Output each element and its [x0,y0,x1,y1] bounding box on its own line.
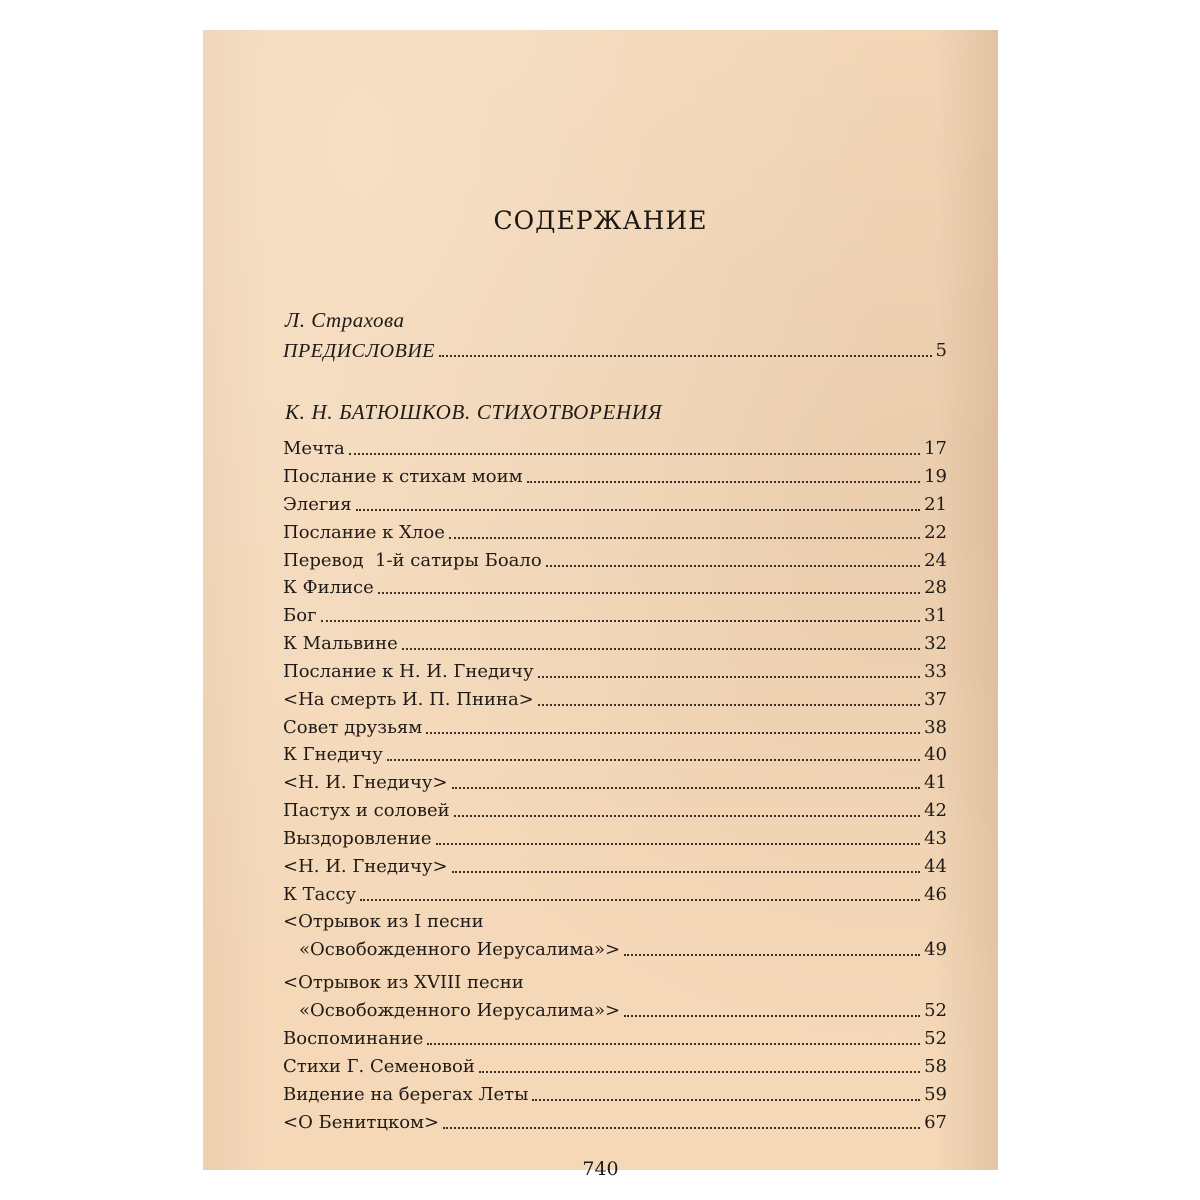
toc-entry [283,518,947,544]
toc-entry-title: Воспоминание [283,1028,424,1049]
toc-entry-page: 24 [924,550,947,571]
toc-entry-title: К Гнедичу [283,744,383,765]
leader-dots [538,675,921,678]
toc-entry-page: 21 [924,494,947,515]
leader-dots [427,1042,920,1045]
toc-entry-title-continued: «Освобожденного Иерусалима»> [299,939,621,960]
leader-dots [532,1098,920,1101]
toc-entry-title: <О Бенитцком> [283,1112,440,1133]
toc-entry-page: 17 [924,438,947,459]
toc-entry [283,462,947,488]
toc-entry-title: Пастух и соловей [283,800,450,821]
toc-entry-page: 22 [924,522,947,543]
leader-dots [426,731,920,734]
toc-entry-intro [283,336,947,362]
toc-entry-title: Совет друзьям [283,717,423,738]
leader-dots [356,508,920,511]
toc-entry-title: Бог [283,605,317,626]
toc-entry-multiline-second [283,935,947,961]
toc-entry-page: 28 [924,577,947,598]
toc-entry-page: 32 [924,633,947,654]
toc-entry-page: 67 [924,1112,947,1133]
leader-dots [349,452,920,455]
toc-entry-title: ПРЕДИСЛОВИЕ [283,340,435,362]
toc-entry [283,573,947,599]
toc-entry-title-continued: «Освобожденного Иерусалима»> [299,1000,621,1021]
toc-entry-title: <Н. И. Гнедичу> [283,856,448,877]
leader-dots [378,591,920,594]
toc-entry [283,796,947,822]
toc-entry-page: 52 [924,1000,947,1021]
intro-author: Л. Страхова [285,308,405,332]
leader-dots [439,354,932,357]
leader-dots [452,870,921,873]
book-page [203,30,998,1180]
toc-entry-page: 43 [924,828,947,849]
toc-entry-title: <Отрывок из XVIII песни [283,972,524,993]
toc-entry [283,768,947,794]
toc-entry [283,629,947,655]
toc-entry-page: 33 [924,661,947,682]
leader-dots [360,898,920,901]
leader-dots [546,564,920,567]
leader-dots [624,1014,920,1017]
leader-dots [402,647,920,650]
toc-entry-title: Мечта [283,438,345,459]
toc-entry-page: 49 [924,939,947,960]
toc-entry-title: <Н. И. Гнедичу> [283,772,448,793]
section-title: К. Н. БАТЮШКОВ. СТИХОТВОРЕНИЯ [285,400,663,424]
toc-entry-title: Выздоровление [283,828,432,849]
toc-entry [283,657,947,683]
toc-entry [283,880,947,906]
page-number: 740 [582,1158,619,1180]
toc-entry-title: Послание к Н. И. Гнедичу [283,661,534,682]
toc-entry-page: 52 [924,1028,947,1049]
toc-entry-page: 40 [924,744,947,765]
toc-entry-title: Послание к стихам моим [283,466,523,487]
toc-entry [283,546,947,572]
toc-entry-multiline-first [283,968,947,994]
toc-entry [283,685,947,711]
leader-dots [454,814,920,817]
toc-entry [283,1108,947,1134]
leader-dots [452,786,921,789]
toc-entry-page: 19 [924,466,947,487]
toc-entry [283,490,947,516]
toc-entry-title: Видение на берегах Леты [283,1084,529,1105]
toc-entry [283,852,947,878]
toc-entry [283,740,947,766]
toc-entry [283,434,947,460]
leader-dots [449,536,920,539]
toc-entry-title: К Тассу [283,884,357,905]
toc-entry [283,1080,947,1106]
toc-entry [283,824,947,850]
toc-entry-page: 31 [924,605,947,626]
toc-entry [283,1024,947,1050]
toc-entry [283,1052,947,1078]
leader-dots [443,1126,920,1129]
toc-entry-page: 58 [924,1056,947,1077]
toc-entry-title: Перевод 1-й сатиры Боало [283,550,542,571]
leader-dots [479,1070,920,1073]
page-heading: СОДЕРЖАНИЕ [493,206,708,235]
toc-entry-multiline-first [283,907,947,933]
toc-entry-title: Элегия [283,494,352,515]
toc-entry-page: 46 [924,884,947,905]
leader-dots [624,953,920,956]
leader-dots [538,703,920,706]
toc-entry-title: <Отрывок из I песни [283,911,484,932]
toc-entry-title: Послание к Хлое [283,522,445,543]
toc-entry [283,713,947,739]
leader-dots [527,480,920,483]
toc-entry-page: 44 [924,856,947,877]
leader-dots [321,619,921,622]
toc-entry-multiline-second [283,996,947,1022]
toc-entry-title: К Филисе [283,577,374,598]
toc-entry-page: 37 [924,689,947,710]
leader-dots [387,758,920,761]
leader-dots [436,842,921,845]
toc-entry-title: <На смерть И. П. Пнина> [283,689,534,710]
toc-entry [283,601,947,627]
toc-entry-page: 42 [924,800,947,821]
toc-entry-page: 59 [924,1084,947,1105]
toc-entry-title: Стихи Г. Семеновой [283,1056,475,1077]
toc-entry-page: 41 [924,772,947,793]
toc-entry-title: К Мальвине [283,633,398,654]
toc-entry-page: 5 [935,340,947,361]
toc-entry-page: 38 [924,717,947,738]
